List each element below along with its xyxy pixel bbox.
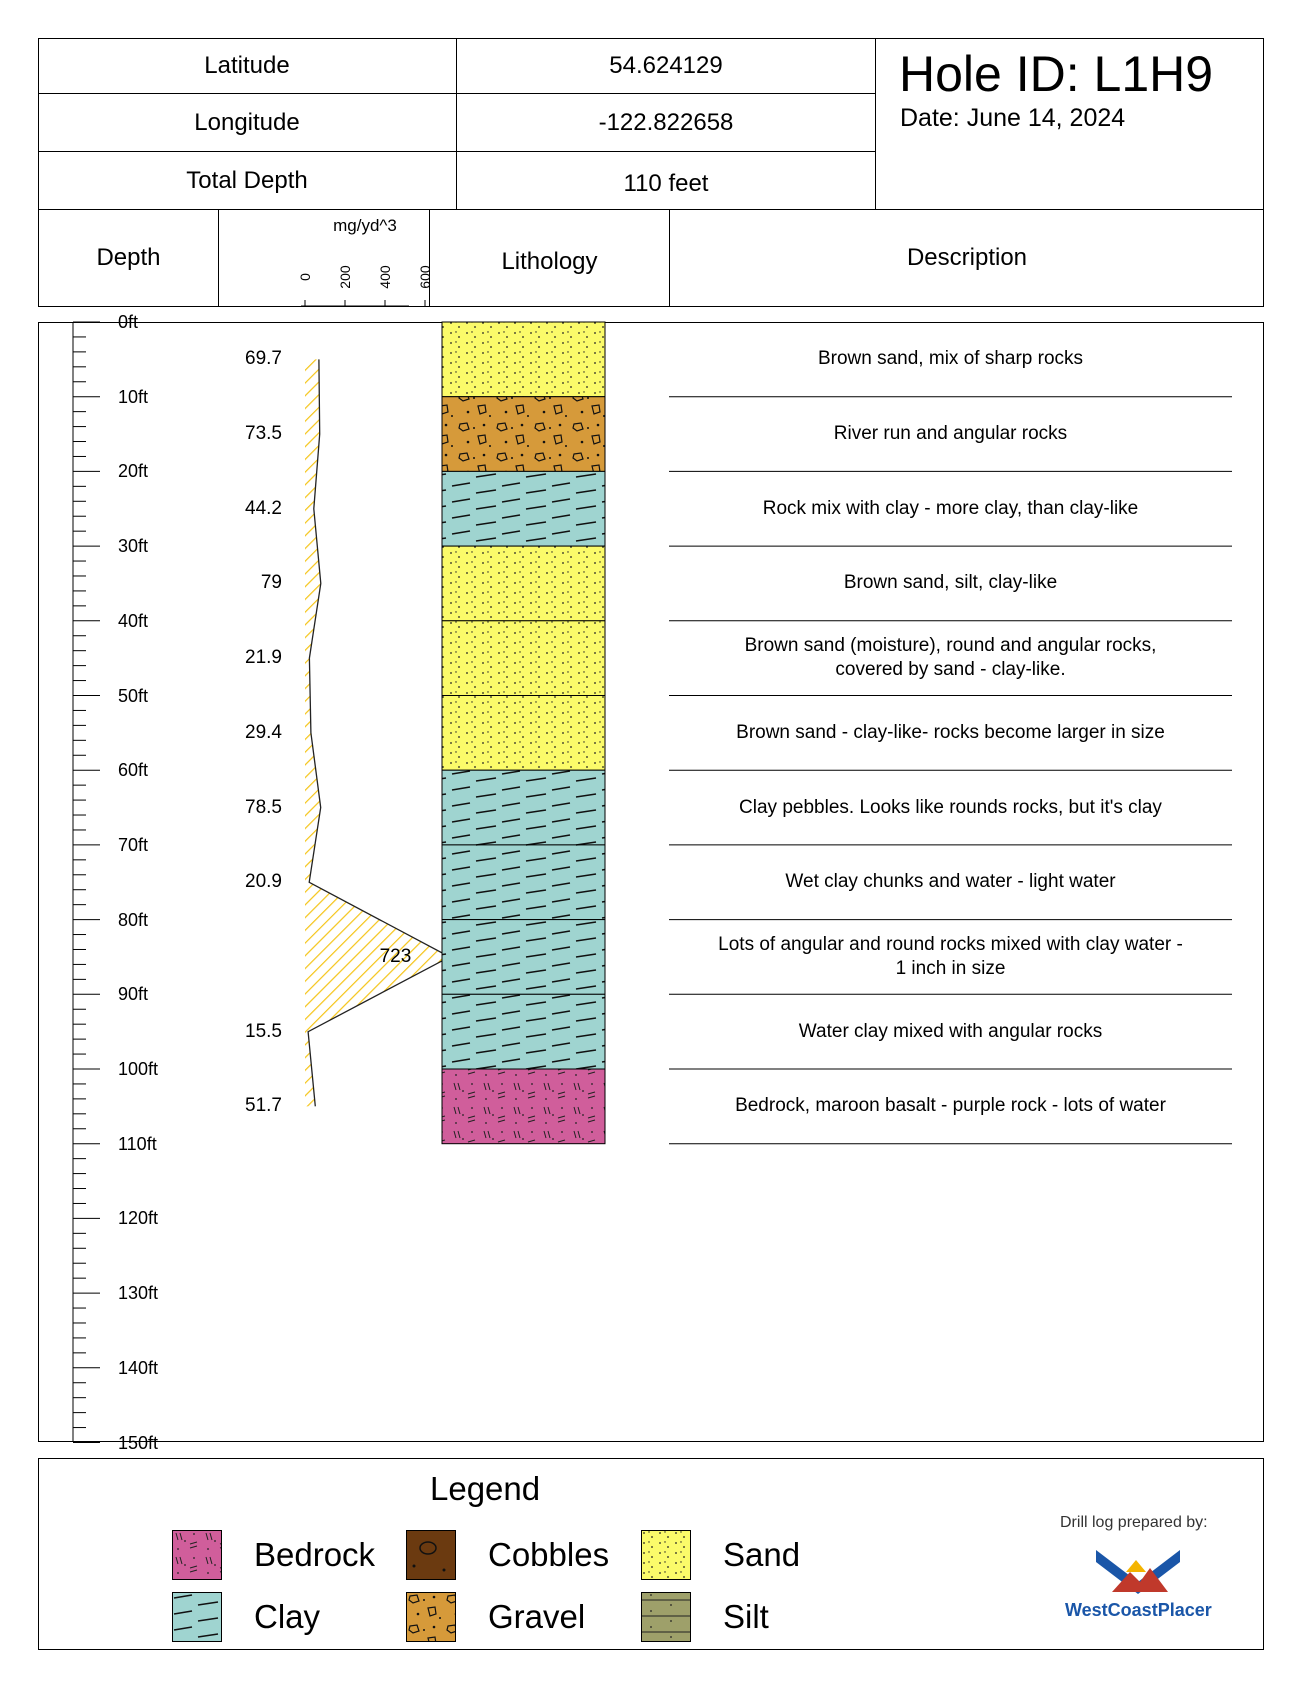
depth-tick-label: 10ft xyxy=(118,386,149,407)
concentration-axis xyxy=(301,300,425,306)
concentration-tick-label: 0 xyxy=(297,273,313,281)
latitude-label: Latitude xyxy=(204,52,290,79)
concentration-value-label: 73.5 xyxy=(245,423,282,445)
lithology-interval-clay xyxy=(442,994,605,1069)
interval-description: Rock mix with clay - more clay, than clay-like xyxy=(762,497,1139,519)
westcoastplacer-logo-icon xyxy=(1090,1542,1186,1598)
interval-description: Water clay mixed with angular rocks xyxy=(798,1020,1103,1042)
depth-tick-label: 70ft xyxy=(118,834,149,855)
legend-swatch-bedrock xyxy=(172,1530,222,1580)
interval-description: Lots of angular and round rocks mixed with clay water - 1 inch in size xyxy=(718,933,1183,979)
concentration-value-label: 20.9 xyxy=(245,871,282,893)
interval-description: River run and angular rocks xyxy=(833,423,1068,445)
lithology-interval-sand xyxy=(442,322,605,397)
depth-tick-label: 150ft xyxy=(118,1432,159,1453)
legend-swatch-gravel xyxy=(406,1592,456,1642)
concentration-value-label: 44.2 xyxy=(245,497,282,519)
legend-label-gravel: Gravel xyxy=(488,1598,586,1635)
concentration-value-label: 51.7 xyxy=(245,1095,282,1117)
legend-swatch-silt xyxy=(641,1592,691,1642)
concentration-value-label: 15.5 xyxy=(245,1020,282,1042)
concentration-tick-label: 600 xyxy=(417,265,433,289)
lithology-interval-clay xyxy=(442,845,605,920)
concentration-value-label: 69.7 xyxy=(245,348,282,370)
longitude-value: -122.822658 xyxy=(598,109,734,136)
concentration-area xyxy=(305,359,450,1106)
interval-description: Wet clay chunks and water - light water xyxy=(785,871,1116,893)
lithology-interval-sand xyxy=(442,621,605,696)
concentration-value-label: 21.9 xyxy=(245,647,282,669)
legend-swatch-sand xyxy=(641,1530,691,1580)
latitude-value: 54.624129 xyxy=(609,52,723,79)
interval-description: Brown sand, silt, clay-like xyxy=(843,572,1058,594)
hole-id: Hole ID: L1H9 xyxy=(899,46,1214,102)
legend-label-bedrock: Bedrock xyxy=(254,1536,376,1573)
concentration-value-label: 79 xyxy=(260,572,282,594)
depth-tick-label: 90ft xyxy=(118,984,149,1005)
depth-tick-label: 110ft xyxy=(118,1133,157,1154)
legend-swatch-cobbles xyxy=(406,1530,456,1580)
depth-tick-label: 100ft xyxy=(118,1059,159,1079)
concentration-tick-label: 200 xyxy=(337,265,353,289)
concentration-tick-label: 400 xyxy=(377,265,393,289)
interval-description: Bedrock, maroon basalt - purple rock - lots of water xyxy=(735,1095,1166,1117)
lithology-interval-sand xyxy=(442,546,605,621)
legend-label-cobbles: Cobbles xyxy=(488,1536,610,1573)
concentration-value-label: 29.4 xyxy=(245,721,282,743)
depth-tick-label: 40ft xyxy=(118,610,149,631)
lithology-interval-clay xyxy=(442,471,605,546)
total-depth-value: 110 feet xyxy=(623,170,709,197)
longitude-label: Longitude xyxy=(194,109,300,136)
legend-label-silt: Silt xyxy=(723,1598,769,1635)
legend-swatch-clay xyxy=(172,1592,222,1642)
description-column-header: Description xyxy=(906,244,1028,271)
legend-label-sand: Sand xyxy=(723,1536,801,1573)
legend-title: Legend xyxy=(430,1470,541,1507)
prepared-by-label: Drill log prepared by: xyxy=(1060,1514,1208,1531)
concentration-value-label: 78.5 xyxy=(245,796,282,818)
depth-tick-label: 20ft xyxy=(118,461,149,482)
lithology-column xyxy=(442,322,605,1144)
lithology-interval-bedrock xyxy=(442,1069,605,1144)
lithology-interval-sand xyxy=(442,696,605,771)
depth-tick-label: 80ft xyxy=(118,909,149,930)
interval-description: Brown sand - clay-like- rocks become larger in size xyxy=(736,721,1165,743)
interval-description: Clay pebbles. Looks like rounds rocks, but it's clay xyxy=(739,796,1162,818)
depth-tick-label: 30ft xyxy=(118,536,149,557)
depth-column-header: Depth xyxy=(96,244,161,271)
depth-tick-label: 120ft xyxy=(118,1208,159,1229)
lithology-column-header: Lithology xyxy=(501,248,598,275)
brand-name: WestCoastPlacer xyxy=(1065,1600,1212,1620)
total-depth-label: Total Depth xyxy=(186,167,308,194)
lithology-interval-clay xyxy=(442,920,605,995)
depth-tick-label: 140ft xyxy=(118,1357,159,1378)
concentration-curve xyxy=(305,359,450,1106)
legend-label-clay: Clay xyxy=(254,1598,321,1635)
depth-ruler xyxy=(73,322,100,1443)
interval-description: Brown sand (moisture), round and angular rocks, covered by sand - clay-like. xyxy=(744,635,1157,681)
lithology-interval-gravel xyxy=(442,397,605,472)
depth-tick-label: 60ft xyxy=(118,760,149,781)
lithology-interval-clay xyxy=(442,770,605,845)
depth-tick-label: 130ft xyxy=(118,1283,159,1304)
hole-date: Date: June 14, 2024 xyxy=(900,104,1126,132)
interval-description: Brown sand, mix of sharp rocks xyxy=(817,348,1084,370)
depth-tick-label: 0ft xyxy=(118,312,139,332)
concentration-value-label: 723 xyxy=(379,945,412,967)
depth-tick-label: 50ft xyxy=(118,685,149,706)
concentration-unit-label: mg/yd^3 xyxy=(333,216,397,235)
